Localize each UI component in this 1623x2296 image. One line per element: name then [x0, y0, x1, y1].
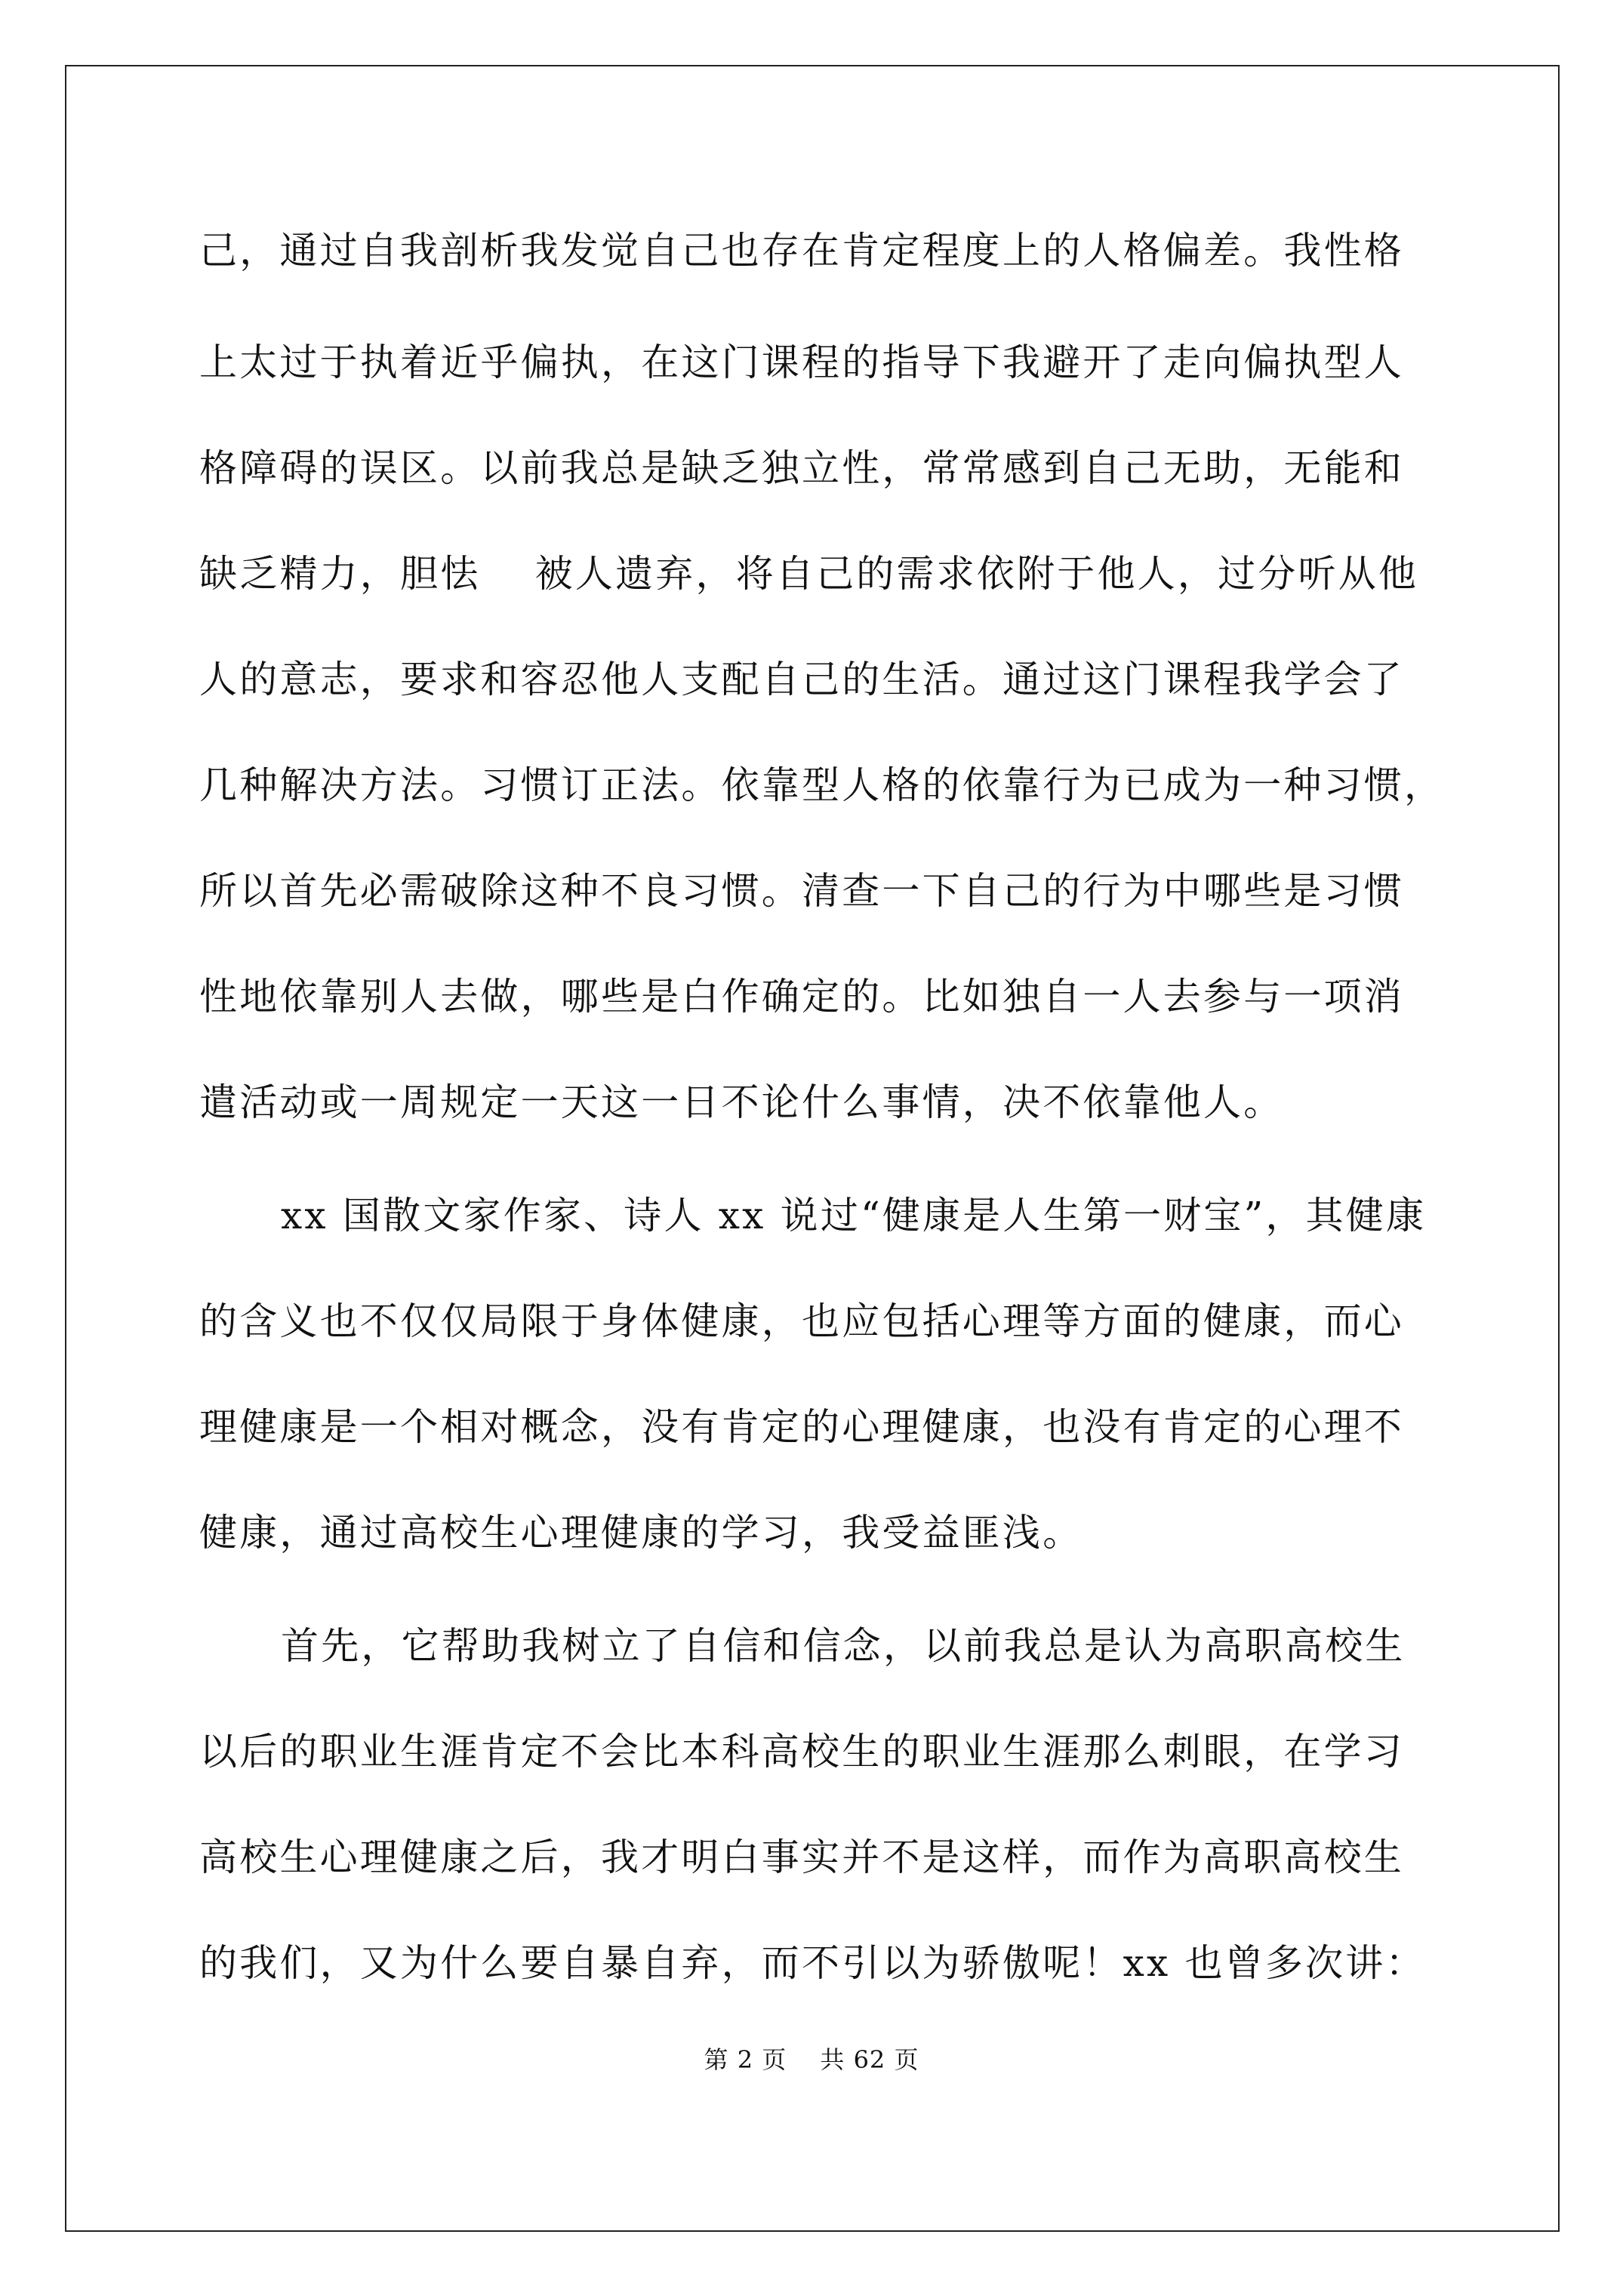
text-line: 上太过于执着近乎偏执，在这门课程的指导下我避开了走向偏执型人: [199, 341, 1404, 384]
paragraph-start-line: 首先，它帮助我树立了自信和信念，以前我总是认为高职高校生: [281, 1624, 1406, 1668]
text-line: 的我们，又为什么要自暴自弃，而不引以为骄傲呢！xx 也曾多次讲：: [199, 1941, 1426, 1985]
text-line: 几种解决方法。习惯订正法。依靠型人格的依靠行为已成为一种习惯，: [199, 763, 1445, 807]
text-line: 以后的职业生涯肯定不会比本科高校生的职业生涯那么刺眼，在学习: [199, 1730, 1404, 1774]
text-line: 所以首先必需破除这种不良习惯。清查一下自己的行为中哪些是习惯: [199, 869, 1404, 913]
text-line: 的含义也不仅仅局限于身体健康，也应包括心理等方面的健康，而心: [199, 1299, 1404, 1343]
text-line: 性地依靠别人去做，哪些是白作确定的。比如独自一人去参与一项消: [199, 975, 1404, 1019]
page-number-footer: 第 2 页 共 62 页: [704, 2045, 919, 2074]
text-line: 理健康是一个相对概念，没有肯定的心理健康，也没有肯定的心理不: [199, 1405, 1404, 1449]
text-line: 缺乏精力，胆怯 被人遗弃，将自己的需求依附于他人，过分听从他: [199, 552, 1419, 596]
text-line: 高校生心理健康之后，我才明白事实并不是这样，而作为高职高校生: [199, 1835, 1404, 1879]
text-line: 遣活动或一周规定一天这一日不论什么事情，决不依靠他人。: [199, 1080, 1284, 1124]
text-line: 人的意志，要求和容忍他人支配自己的生活。通过这门课程我学会了: [199, 658, 1404, 701]
text-line: 格障碍的误区。以前我总是缺乏独立性，常常感到自己无助，无能和: [199, 446, 1404, 490]
text-line: 己，通过自我剖析我发觉自己也存在肯定程度上的人格偏差。我性格: [199, 229, 1404, 273]
page-border: [65, 65, 1560, 2232]
text-line: 健康，通过高校生心理健康的学习，我受益匪浅。: [199, 1511, 1083, 1555]
paragraph-start-line: xx 国散文家作家、诗人 xx 说过“健康是人生第一财宝”，其健康: [281, 1194, 1427, 1237]
